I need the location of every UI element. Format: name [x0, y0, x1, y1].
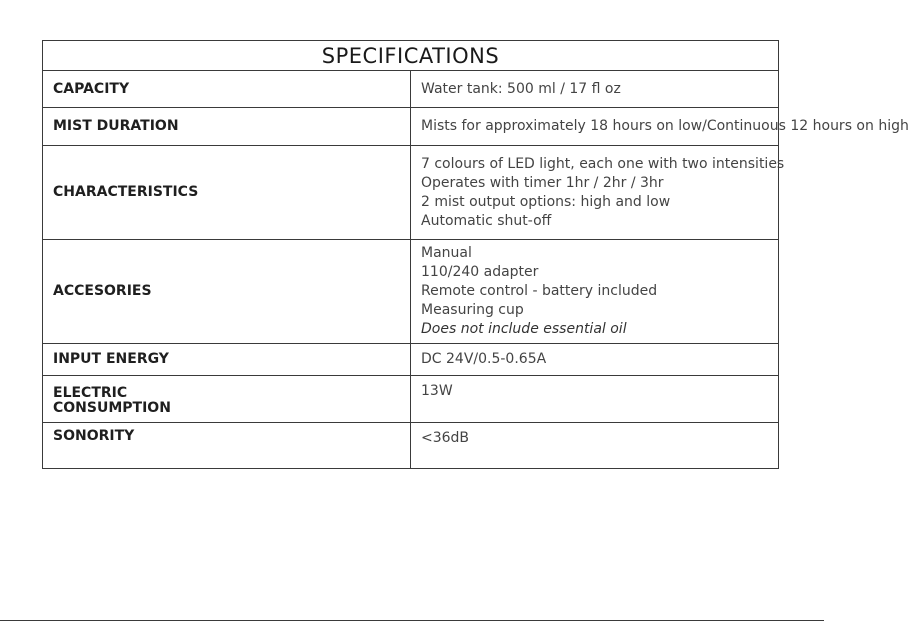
table-row	[43, 71, 779, 108]
row-label-mist-duration: MIST DURATION	[43, 108, 411, 146]
row-label-characteristics: CHARACTERISTICS	[43, 146, 411, 240]
value-line: 110/240 adapter	[421, 264, 539, 280]
table-row	[43, 376, 779, 423]
table-row	[43, 240, 779, 344]
row-value-accesories	[411, 240, 779, 344]
value-line: Water tank: 500 ml / 17 fl oz	[421, 80, 621, 97]
row-value-mist-duration	[411, 108, 909, 146]
value-line: <36dB	[421, 430, 470, 446]
row-label-electric-consumption	[43, 376, 411, 423]
row-value-input-energy	[411, 344, 779, 376]
row-value-sonority	[411, 423, 779, 469]
table-title-row	[43, 41, 779, 71]
value-line: Manual	[421, 245, 472, 261]
label-line: ELECTRIC	[53, 385, 128, 401]
table-row	[43, 344, 779, 376]
row-value-characteristics	[411, 146, 785, 240]
value-line: 7 colours of LED light, each one with two intensities	[421, 155, 785, 172]
row-label-accesories: ACCESORIES	[43, 240, 411, 344]
value-line: DC 24V/0.5-0.65A	[421, 351, 547, 367]
page-divider	[0, 620, 824, 621]
value-line: Mists for approximately 18 hours on low/Continuous 12 hours on high	[421, 118, 909, 134]
table-title: SPECIFICATIONS	[43, 41, 779, 71]
label-line: CONSUMPTION	[53, 400, 171, 416]
table-row	[43, 423, 779, 469]
row-value-capacity	[411, 71, 779, 108]
value-line: 13W	[421, 383, 453, 399]
value-line: Measuring cup	[421, 302, 524, 318]
value-line: Automatic shut-off	[421, 212, 552, 229]
value-line: Remote control - battery included	[421, 283, 658, 299]
value-note: Does not include essential oil	[421, 321, 627, 337]
table-row	[43, 108, 779, 146]
row-value-electric-consumption	[411, 376, 779, 423]
row-label-input-energy: INPUT ENERGY	[43, 344, 411, 376]
row-label-capacity: CAPACITY	[43, 71, 411, 108]
specifications-table	[42, 40, 909, 469]
value-line: 2 mist output options: high and low	[421, 193, 671, 210]
table-row	[43, 146, 779, 240]
value-line: Operates with timer 1hr / 2hr / 3hr	[421, 174, 664, 191]
row-label-sonority: SONORITY	[43, 423, 411, 469]
